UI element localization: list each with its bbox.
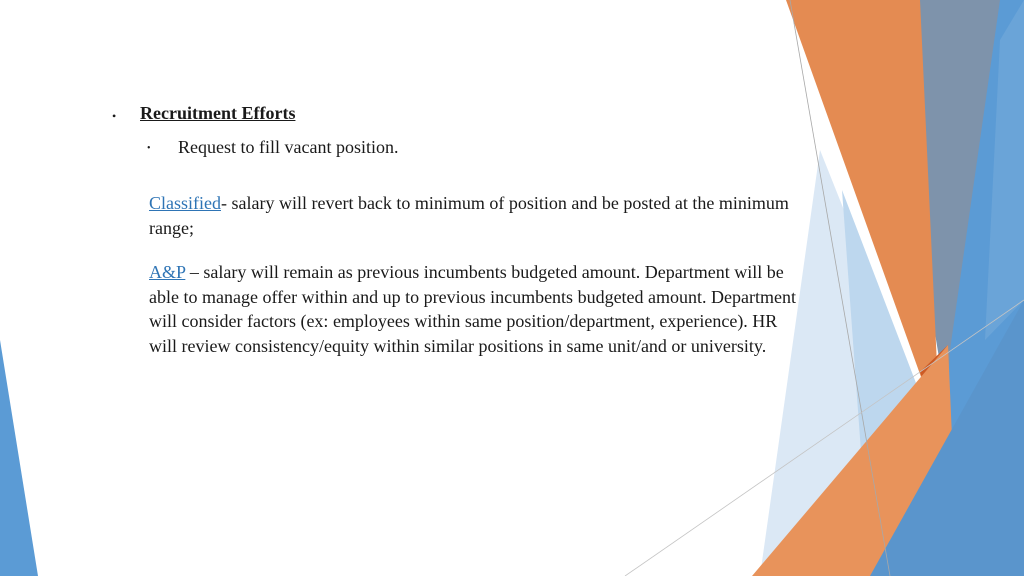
classified-text: - salary will revert back to minimum of position and be posted at the minimum range; xyxy=(149,193,789,238)
sub-bullet-text: Request to fill vacant position. xyxy=(178,137,399,157)
left-blue-wedge xyxy=(0,340,38,576)
heading-recruitment-efforts: Recruitment Efforts xyxy=(140,103,296,123)
bullet-dot-level1: • xyxy=(112,109,117,123)
ap-paragraph xyxy=(149,260,797,358)
ap-text: – salary will remain as previous incumbents budgeted amount. Department will be able to manage offer within and up to previous incumbents budgeted amount. Department will consider factors (ex: employees within same position/department, experience). HR will review consistency/equity within similar positions in same unit/and or university. xyxy=(149,262,796,356)
classified-link[interactable]: Classified xyxy=(149,193,221,213)
classified-paragraph xyxy=(149,191,789,240)
ap-link[interactable]: A&P xyxy=(149,262,186,282)
bullet-dot-level2: • xyxy=(147,143,151,154)
